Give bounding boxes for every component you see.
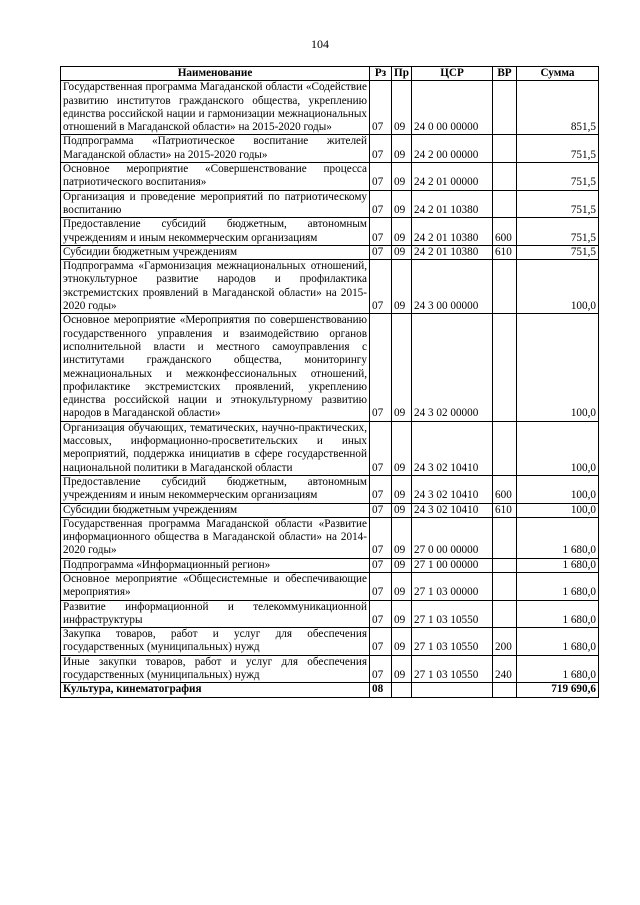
cell-csr — [412, 683, 493, 697]
header-vr: ВР — [493, 67, 517, 81]
cell-vr — [493, 190, 517, 218]
cell-name: Подпрограмма «Гармонизация межнациональных отношений, этнокультурное развитие народов и профилактика экстремистских проявлений в Магаданской области» на 2015-2020 годы» — [61, 260, 370, 314]
cell-vr — [493, 163, 517, 191]
table-row — [61, 655, 599, 683]
cell-rz: 07 — [370, 218, 392, 246]
cell-csr: 24 2 01 10380 — [412, 218, 493, 246]
cell-vr: 200 — [493, 628, 517, 656]
cell-rz: 07 — [370, 135, 392, 163]
page-number: 104 — [311, 37, 329, 51]
table-row — [61, 517, 599, 558]
cell-name: Иные закупки товаров, работ и услуг для обеспечения государственных (муниципальных) нужд — [61, 655, 370, 683]
cell-sum: 751,5 — [517, 245, 599, 259]
cell-name: Подпрограмма «Информационный регион» — [61, 558, 370, 572]
cell-sum: 100,0 — [517, 503, 599, 517]
table-row — [61, 421, 599, 475]
cell-name: Культура, кинематография — [61, 683, 370, 697]
cell-pr: 09 — [392, 81, 412, 135]
header-name: Наименование — [61, 67, 370, 81]
cell-vr: 600 — [493, 218, 517, 246]
cell-name: Организация обучающих, тематических, научно-практических, массовых, информационно-просветительских и иных мероприятий, поддержка инициатив в сфере государственной национальной политики в Магаданской области — [61, 421, 370, 475]
cell-csr: 27 1 03 10550 — [412, 628, 493, 656]
table-row — [61, 314, 599, 421]
cell-vr — [493, 81, 517, 135]
cell-sum: 100,0 — [517, 475, 599, 503]
table-row — [61, 260, 599, 314]
cell-pr: 09 — [392, 600, 412, 628]
cell-rz: 07 — [370, 628, 392, 656]
cell-name: Развитие информационной и телекоммуникационной инфраструктуры — [61, 600, 370, 628]
cell-pr: 09 — [392, 572, 412, 600]
cell-rz: 07 — [370, 260, 392, 314]
cell-name: Закупка товаров, работ и услуг для обеспечения государственных (муниципальных) нужд — [61, 628, 370, 656]
header-sum: Сумма — [517, 67, 599, 81]
cell-sum: 100,0 — [517, 421, 599, 475]
cell-rz: 07 — [370, 245, 392, 259]
cell-sum: 1 680,0 — [517, 572, 599, 600]
cell-csr: 27 1 03 10550 — [412, 655, 493, 683]
cell-vr — [493, 421, 517, 475]
table-body — [61, 81, 599, 697]
cell-vr — [493, 572, 517, 600]
table-row — [61, 81, 599, 135]
cell-vr — [493, 314, 517, 421]
cell-rz: 07 — [370, 475, 392, 503]
cell-name: Государственная программа Магаданской области «Содействие развитию институтов гражданского общества, укреплению единства российской нации и гармонизации межнациональных отношений в Магаданской области» на 2015-2020 годы» — [61, 81, 370, 135]
cell-csr: 24 2 01 10380 — [412, 245, 493, 259]
cell-sum: 851,5 — [517, 81, 599, 135]
cell-pr: 09 — [392, 218, 412, 246]
cell-sum: 751,5 — [517, 218, 599, 246]
cell-sum: 1 680,0 — [517, 628, 599, 656]
cell-rz: 07 — [370, 190, 392, 218]
cell-rz: 07 — [370, 558, 392, 572]
header-pr: Пр — [392, 67, 412, 81]
cell-sum: 751,5 — [517, 135, 599, 163]
cell-vr — [493, 260, 517, 314]
cell-pr: 09 — [392, 314, 412, 421]
cell-csr: 27 1 03 10550 — [412, 600, 493, 628]
cell-vr — [493, 683, 517, 697]
cell-vr: 610 — [493, 245, 517, 259]
cell-name: Основное мероприятие «Мероприятия по совершенствованию государственного управления и взаимодействию органов исполнительной власти и местного самоуправления с институтами гражданского общества, мониторингу межнациональных и межконфессиональных отношений, профилактике экстремистских проявлений, укреплению единства российской нации и этнокультурному развитию народов в Магаданской области» — [61, 314, 370, 421]
cell-pr — [392, 683, 412, 697]
cell-csr: 24 3 02 10410 — [412, 421, 493, 475]
cell-csr: 24 2 00 00000 — [412, 135, 493, 163]
table-row — [61, 558, 599, 572]
cell-rz: 07 — [370, 163, 392, 191]
table-row — [61, 135, 599, 163]
cell-pr: 09 — [392, 135, 412, 163]
cell-pr: 09 — [392, 655, 412, 683]
cell-csr: 27 0 00 00000 — [412, 517, 493, 558]
cell-sum: 1 680,0 — [517, 517, 599, 558]
cell-vr: 240 — [493, 655, 517, 683]
cell-csr: 27 1 03 00000 — [412, 572, 493, 600]
cell-rz: 08 — [370, 683, 392, 697]
cell-vr — [493, 135, 517, 163]
cell-pr: 09 — [392, 517, 412, 558]
cell-pr: 09 — [392, 475, 412, 503]
cell-pr: 09 — [392, 503, 412, 517]
cell-pr: 09 — [392, 628, 412, 656]
cell-csr: 24 0 00 00000 — [412, 81, 493, 135]
cell-name: Организация и проведение мероприятий по патриотическому воспитанию — [61, 190, 370, 218]
cell-pr: 09 — [392, 163, 412, 191]
cell-name: Субсидии бюджетным учреждениям — [61, 245, 370, 259]
table-row — [61, 572, 599, 600]
table-row — [61, 503, 599, 517]
cell-sum: 751,5 — [517, 190, 599, 218]
table-row — [61, 475, 599, 503]
cell-csr: 27 1 00 00000 — [412, 558, 493, 572]
cell-sum: 719 690,6 — [517, 683, 599, 697]
table-row — [61, 218, 599, 246]
cell-rz: 07 — [370, 572, 392, 600]
header-rz: Рз — [370, 67, 392, 81]
cell-pr: 09 — [392, 558, 412, 572]
cell-vr — [493, 558, 517, 572]
cell-sum: 1 680,0 — [517, 655, 599, 683]
cell-vr: 610 — [493, 503, 517, 517]
cell-pr: 09 — [392, 421, 412, 475]
cell-name: Основное мероприятие «Общесистемные и обеспечивающие мероприятия» — [61, 572, 370, 600]
cell-pr: 09 — [392, 245, 412, 259]
cell-sum: 1 680,0 — [517, 600, 599, 628]
cell-sum: 100,0 — [517, 260, 599, 314]
cell-vr — [493, 517, 517, 558]
table-row — [61, 163, 599, 191]
cell-sum: 1 680,0 — [517, 558, 599, 572]
cell-name: Основное мероприятие «Совершенствование процесса патриотического воспитания» — [61, 163, 370, 191]
cell-name: Подпрограмма «Патриотическое воспитание жителей Магаданской области» на 2015-2020 годы» — [61, 135, 370, 163]
table-row — [61, 600, 599, 628]
cell-rz: 07 — [370, 517, 392, 558]
cell-vr — [493, 600, 517, 628]
cell-sum: 751,5 — [517, 163, 599, 191]
table-row — [61, 628, 599, 656]
cell-pr: 09 — [392, 260, 412, 314]
header-csr: ЦСР — [412, 67, 493, 81]
budget-table — [60, 66, 599, 698]
table-header-row — [61, 67, 599, 81]
cell-csr: 24 3 02 10410 — [412, 475, 493, 503]
cell-rz: 07 — [370, 81, 392, 135]
cell-csr: 24 2 01 00000 — [412, 163, 493, 191]
cell-name: Предоставление субсидий бюджетным, автономным учреждениям и иным некоммерческим организациям — [61, 218, 370, 246]
table-row — [61, 190, 599, 218]
cell-csr: 24 3 02 00000 — [412, 314, 493, 421]
cell-name: Предоставление субсидий бюджетным, автономным учреждениям и иным некоммерческим организациям — [61, 475, 370, 503]
cell-rz: 07 — [370, 600, 392, 628]
cell-name: Государственная программа Магаданской области «Развитие информационного общества в Магаданской области» на 2014-2020 годы» — [61, 517, 370, 558]
cell-rz: 07 — [370, 503, 392, 517]
cell-rz: 07 — [370, 655, 392, 683]
cell-csr: 24 3 02 10410 — [412, 503, 493, 517]
section-total-row — [61, 683, 599, 697]
cell-csr: 24 2 01 10380 — [412, 190, 493, 218]
cell-name: Субсидии бюджетным учреждениям — [61, 503, 370, 517]
cell-rz: 07 — [370, 314, 392, 421]
cell-rz: 07 — [370, 421, 392, 475]
cell-vr: 600 — [493, 475, 517, 503]
cell-sum: 100,0 — [517, 314, 599, 421]
table-row — [61, 245, 599, 259]
cell-csr: 24 3 00 00000 — [412, 260, 493, 314]
cell-pr: 09 — [392, 190, 412, 218]
